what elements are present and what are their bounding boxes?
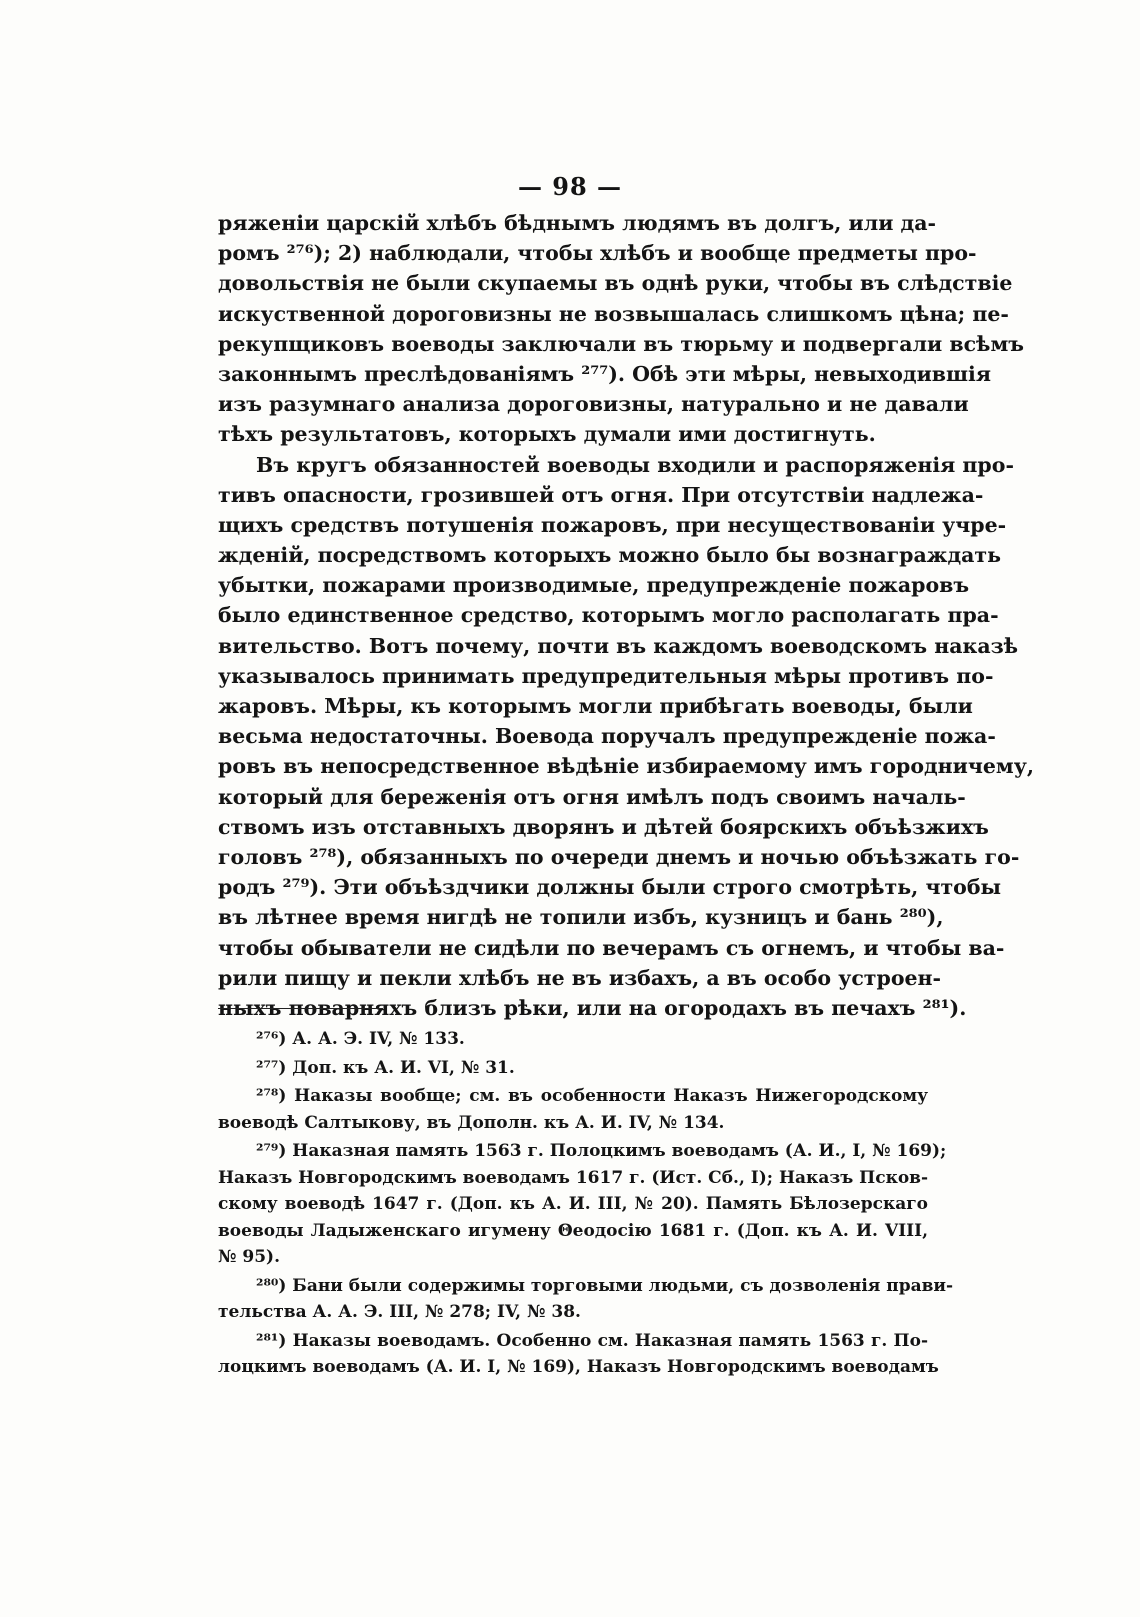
footnote [218,1138,947,1271]
text-line: указывалось принимать предупредительныя мѣры противъ по- [218,663,994,688]
footnote-line: ²⁸⁰) Бани были содержимы торговыми людьми, съ дозволенія прави- [256,1275,954,1296]
text-line: ромъ ²⁷⁶); 2) наблюдали, чтобы хлѣбъ и вообще предметы про- [218,241,977,266]
footnote-line: ²⁷⁹) Наказная память 1563 г. Полоцкимъ воеводамъ (А. И., I, № 169); [256,1141,947,1161]
text-line: тивъ опасности, грозившей отъ огня. При отсутствіи надлежа- [218,482,984,507]
text-line: убытки, пожарами производимые, предупрежденіе пожаровъ [218,573,970,598]
main-text [218,208,1034,1023]
footnote-line: ²⁷⁷) Доп. къ А. И. VI, № 31. [256,1057,515,1078]
footnote [218,1273,954,1326]
text-line: жаровъ. Мѣры, къ которымъ могли прибѣгать воеводы, были [218,694,973,718]
text-line: искуственной дороговизны не возвышалась слишкомъ цѣна; пе- [218,301,1009,326]
footnote-line: воеводѣ Салтыкову, въ Дополн. къ А. И. IV, № 134. [218,1112,725,1133]
footnote-line: ²⁷⁸) Наказы вообще; см. въ особенности Наказъ Нижегородскому [256,1086,928,1106]
text-line: Въ кругъ обязанностей воеводы входили и распоряженія про- [256,452,1014,477]
text-line: чтобы обыватели не сидѣли по вечерамъ съ огнемъ, и чтобы ва- [218,935,1005,960]
page-number: — 98 — [517,172,623,201]
text-line: щихъ средствъ потушенія пожаровъ, при несуществованіи учре- [218,512,1007,537]
footnote-line: тельства А. А. Э. III, № 278; IV, № 38. [218,1302,581,1322]
footnote-line: ²⁸¹) Наказы воеводамъ. Особенно см. Наказная память 1563 г. По- [256,1330,928,1351]
footnote [218,1083,928,1136]
text-line: весьма недостаточны. Воевода поручалъ предупрежденіе пожа- [218,724,996,749]
text-line: ствомъ изъ отставныхъ дворянъ и дѣтей боярскихъ объѣзжихъ [218,814,989,839]
text-line: довольствія не были скупаемы въ однѣ руки, чтобы въ слѣдствіе [218,271,1013,296]
text-line: родъ ²⁷⁹). Эти объѣздчики должны были строго смотрѣть, чтобы [218,875,1002,900]
footnote [218,1026,928,1053]
footnote [218,1055,928,1082]
footnote [218,1328,939,1381]
text-line: ныхъ поварняхъ близъ рѣки, или на огородахъ въ печахъ ²⁸¹). [218,995,967,1020]
text-line: ряженіи царскій хлѣбъ бѣднымъ людямъ въ долгъ, или да- [218,211,937,235]
footnote-line: лоцкимъ воеводамъ (А. И. I, № 169), Наказъ Новгородскимъ воеводамъ [218,1357,939,1377]
text-line: жденій, посредствомъ которыхъ можно было бы вознаграждать [218,543,1002,568]
footnote-line: воеводы Ладыженскаго игумену Θеодосію 1681 г. (Доп. къ А. И. VIII, [218,1220,928,1241]
footnote-line: № 95). [218,1247,281,1267]
footnotes [218,1026,954,1383]
text-line: рили пищу и пекли хлѣбъ не въ избахъ, а въ особо устроен- [218,965,942,990]
text-line: законнымъ преслѣдованіямъ ²⁷⁷). Обѣ эти мѣры, невыходившія [218,361,991,386]
footnote-separator [218,1008,383,1009]
footnote-line: Наказъ Новгородскимъ воеводамъ 1617 г. (Ист. Сб., I); Наказъ Псков- [218,1167,929,1188]
text-line: въ лѣтнее время нигдѣ не топили избъ, кузницъ и бань ²⁸⁰), [218,905,944,930]
text-line: головъ ²⁷⁸), обязанныхъ по очереди днемъ и ночью объѣзжать го- [218,844,1020,869]
footnote-line: ²⁷⁶) А. А. Э. IV, № 133. [256,1029,465,1049]
text-line: было единственное средство, которымъ могло располагать пра- [218,603,999,628]
text-line: рекупщиковъ воеводы заключали въ тюрьму и подвергали всѣмъ [218,331,1024,356]
text-line: тѣхъ результатовъ, которыхъ думали ими достигнуть. [218,422,876,447]
text-line: ровъ въ непосредственное вѣдѣніе избираемому имъ городничему, [218,754,1034,779]
text-line: который для береженія отъ огня имѣлъ подъ своимъ началь- [218,784,966,809]
footnote-line: скому воеводѣ 1647 г. (Доп. къ А. И. III, № 20). Память Бѣлозерскаго [218,1194,928,1214]
text-line: вительство. Вотъ почему, почти въ каждомъ воеводскомъ наказѣ [218,633,1019,658]
text-line: изъ разумнаго анализа дороговизны, натурально и не давали [218,392,969,417]
